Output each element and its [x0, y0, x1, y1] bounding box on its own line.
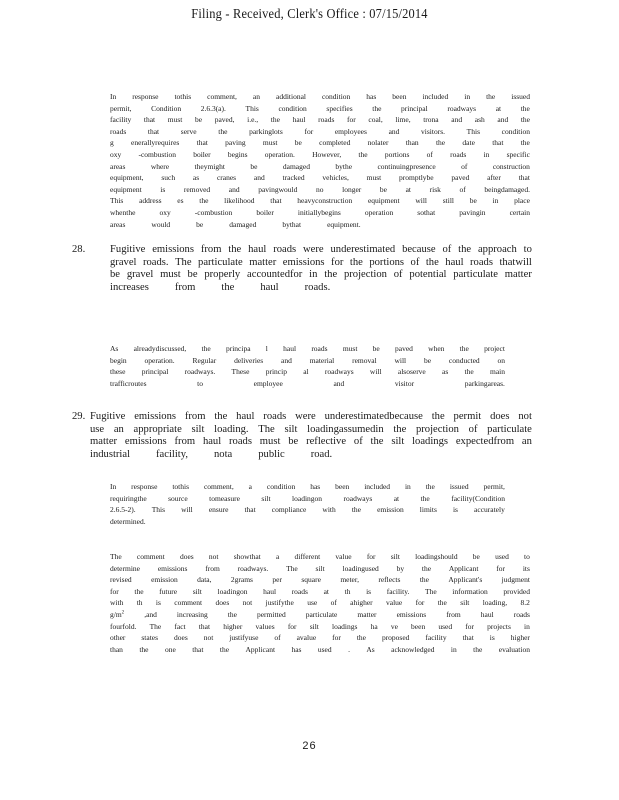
text-line: Fugitive emissions from the haul roads were underestimatedbecause the permit does not — [90, 411, 532, 422]
text-line: be gravel must be properly accountedfor in the projection of potential particulate matter — [110, 269, 532, 281]
text-line: other states does not justifyuse of avalue for the proposed facility that is higher — [110, 633, 530, 643]
text-line: In response tothis comment, an additional condition has been included in the issued — [110, 92, 530, 101]
text-line: increases from the haul roads. — [110, 281, 331, 293]
text-line: with th is comment does not justifythe use of ahigher value for the silt loading, 8.2 — [110, 598, 530, 608]
text-line: Fugitive emissions from the haul roads were underestimated because of the approach to — [110, 244, 532, 255]
text-line: roads that serve the parkinglots for employees and visitors. This condition — [110, 126, 530, 136]
page-number: 26 — [302, 740, 317, 752]
text-line: begin operation. Regular deliveries and material removal will be conducted on — [110, 355, 505, 365]
text-line: gravel roads. The particulate matter emissions for the portions of the haul roads thatwill — [110, 256, 532, 268]
item-28-number: 28. — [72, 244, 86, 255]
text-line: equipment is removed and pavingwould no longer be at risk of beingdamaged. — [110, 184, 530, 194]
text-line: areas where theymight be damaged bythe continuingpresence of construction — [110, 161, 530, 171]
response-paragraph-4 — [110, 551, 530, 655]
text-line: The comment does not showthat a different value for silt loadingshould be used to — [110, 552, 530, 561]
text-line: In response tothis comment, a condition has been included in the issued permit, — [110, 482, 505, 491]
text-line: for the future silt loadingon haul roads at th is facility. The information provided — [110, 586, 530, 596]
text-line: matter emissions from haul roads must be reflective of the silt loadings expectedfrom an — [90, 436, 532, 448]
text-line: g enerallyrequires that paving must be completed nolater than the date that the — [110, 138, 530, 148]
text-line: oxy -combustion boiler begins operation. However, the portions of roads in specific — [110, 149, 530, 159]
text-line: facility that must be paved, i.e., the haul roads for coal, lime, trona and ash and the — [110, 115, 530, 125]
text-line: trafficroutes to employee and visitor parkingareas. — [110, 378, 505, 388]
text-line: determine emissions from roadways. The silt loadingused by the Applicant for its — [110, 563, 530, 573]
text-line: permit, Condition 2.6.3(a). This condition specifies the principal roadways at the — [110, 103, 530, 113]
unit-gm2: $g/m^2$ — [110, 609, 125, 619]
text-line: As alreadydiscussed, the principa l haul roads must be paved when the project — [110, 344, 505, 353]
response-paragraph-3 — [110, 481, 505, 527]
text-line: 2.6.5-2). This will ensure that compliance with the emission limits is accurately — [110, 505, 505, 515]
text-line: determined. — [110, 516, 146, 526]
response-paragraph-1 — [110, 91, 530, 230]
text-line: $g/m^2$ ,and increasing the permitted particulate matter emissions from haul roads — [110, 609, 530, 619]
text-line: whenthe oxy -combustion boiler initiallybegins operation sothat pavingin certain — [110, 207, 530, 217]
filing-header: Filing - Received, Clerk's Office : 07/15/2014 — [191, 6, 428, 21]
text-line: industrial facility, nota public road. — [90, 448, 333, 460]
text-line: than the one that the Applicant has used . As acknowledged in the evaluation — [110, 644, 530, 654]
text-line: equipment, such as cranes and tracked vehicles, must promptlybe paved after that — [110, 173, 530, 183]
text-line: use an appropriate silt loading. The silt loadingassumedin the projection of particulate — [90, 423, 532, 435]
comment-item-28 — [110, 244, 532, 294]
comment-item-29 — [90, 411, 532, 461]
text-line: requiringthe source tomeasure silt loadingon roadways at the facility(Condition — [110, 493, 505, 503]
text-line: revised emission data, 2grams per square meter, reflects the Applicant's judgment — [110, 575, 530, 585]
response-paragraph-2 — [110, 343, 505, 389]
text-line: This address es the likelihood that heavyconstruction equipment will still be in place — [110, 196, 530, 206]
text-line: areas would be damaged bythat equipment. — [110, 219, 361, 229]
text-line: fourfold. The fact that higher values for silt loadings ha ve been used for projects in — [110, 621, 530, 631]
text-line: these principal roadways. These princip al roadways will alsoserve as the main — [110, 367, 505, 377]
item-29-number: 29. — [72, 411, 86, 422]
